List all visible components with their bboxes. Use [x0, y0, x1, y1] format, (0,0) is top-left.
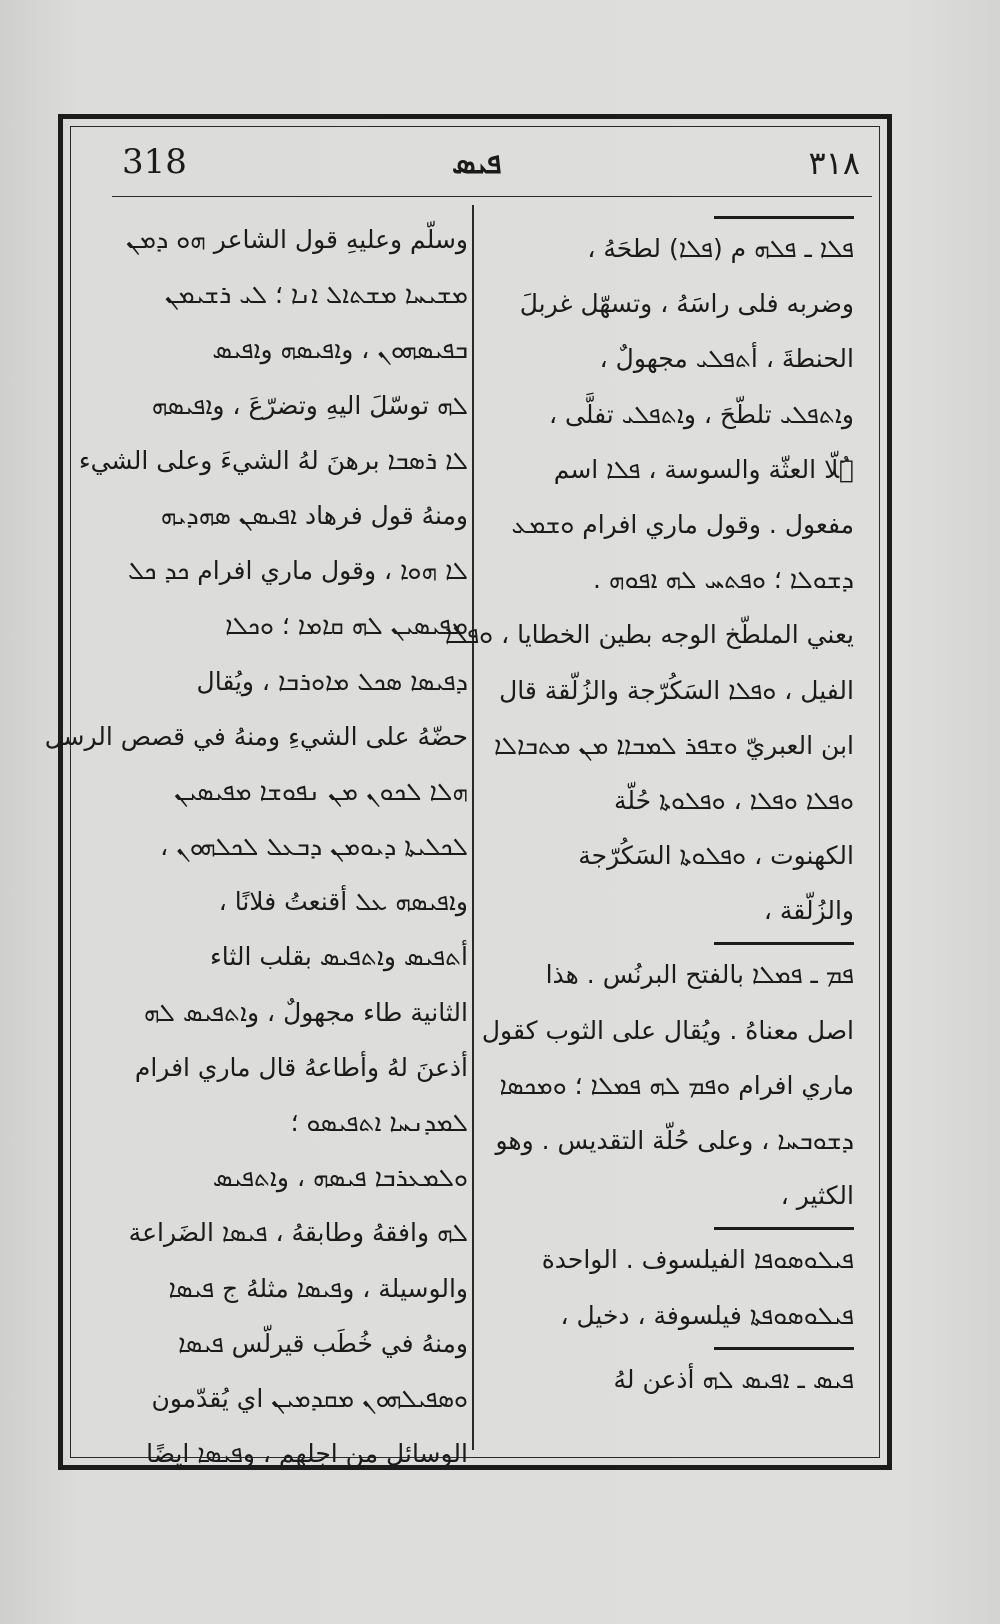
text-line: حضّهُ على الشيءِ ومنهُ في قصص الرسل [44, 721, 468, 751]
running-headword: ܦܝܣ [452, 146, 502, 181]
text-line: ܠܡܕܢܚܐ ܐܬܦܝܣܘ ؛ [290, 1108, 468, 1137]
text-line: ܠܐ ܗܘܐ ، وقول ماري افرام ܟܕ ܟܠ [128, 556, 468, 586]
text-line: والزُلّقة ، [763, 896, 854, 926]
text-line: الفيل ، ܘܦܠܐ السَكُرّجة والزُلّقة قال [499, 675, 854, 705]
text-line: ܘܦܠܐ ܘܦܠܐ ، ܘܦܠܘܬܐ حُلّة [613, 785, 854, 815]
text-line: وܐܦܝܣܗ ܥܠ أقنعتُ فلانًا ، [218, 887, 468, 917]
text-line: ܕܦܝܣܐ ܣܟܠ ܡܐܘܪܒܐ ، ويُقال [196, 666, 468, 696]
text-line: ومنهُ في خُطَب قيرلّس ܦܝܣܐ [178, 1328, 468, 1358]
text-line: ܦܠܐ ـ ܦܠܗ م (ܦܠܐ) لطحَهُ ، [587, 234, 854, 263]
text-line: والوسيلة ، وܦܝܣܐ مثلهُ ج ܦܝܣܐ [168, 1273, 468, 1303]
page-header [112, 134, 872, 197]
right-column [444, 212, 854, 1407]
column-divider [472, 205, 474, 1450]
text-line: ܕܫܘܠܐ ؛ ܘܦܬܚ ܠܗ ܐܦܘܗ . [593, 565, 854, 595]
text-line: ابن العبريّ ܘܫܦܪ ܠܡܒܐܐ ܡܢ ܡܬܒܐܠܐ [494, 730, 854, 760]
text-line: الكهنوت ، ܘܦܠܘܬܐ السَكُرّجة [578, 841, 854, 871]
text-line: مفعول . وقول ماري افرام ܘܫܡܥ [511, 509, 854, 539]
text-line: أܬܦܝܣ وܐܬܦܝܣ بقلب الثاء [209, 942, 468, 972]
text-line: ܠܐ ܪܣܒܐ برهنَ لهُ الشيءَ وعلى الشيء [78, 445, 468, 475]
text-line: ܗܠܐ ܠܟܘܢ ܡܢ ܢܦܘܫܐ ܡܦܝܣܝܢ [174, 776, 468, 806]
text-line: الكثير ، [780, 1181, 854, 1211]
entry-separator-rule [714, 942, 854, 945]
text-line: ܠܟܠܝܬܐ ܕܝܘܡܢ ܕܒܥܠ ܠܟܠܗܘܢ ، [160, 832, 468, 862]
text-line: اصل معناهُ . ويُقال على الثوب كقول [481, 1015, 854, 1045]
text-line: ܦܡ ـ ܦܡܠܐ بالفتح البرنُس . هذا [545, 960, 854, 990]
text-line: وسلّم وعليهِ قول الشاعر ܗܘ ܕܡܢ [126, 225, 468, 254]
text-line: ܒܦܝܣܗܘܢ ، وܐܦܝܣܗ وܐܦܝܣ [212, 335, 468, 365]
text-line: ماري افرام ܘܦܡ ܠܗ ܦܡܠܐ ؛ ܘܡܟܣܐ [499, 1070, 854, 1100]
text-line: ܠܗ توسّلَ اليهِ وتضرّعَ ، وܐܦܝܣܗ [151, 390, 468, 420]
text-line: ܡܫܝܚܐ ܡܫܬܐܠ ܐܢܐ ؛ ܠܝ ܪܫܝܡܢ [164, 280, 468, 310]
entry-separator-rule [714, 216, 854, 219]
text-line: الثانية طاء مجهولٌ ، وܐܬܦܝܣ ܠܗ [143, 997, 468, 1027]
text-line: ومنهُ قول فرهاد ܐܦܝܣܢ ܣܗܕܝܗ [160, 500, 468, 530]
page-number-arabic: ٣١٨ [808, 144, 860, 182]
text-line: ܘܠܡܥܪܒܐ ܦܝܣܗ ، وܐܬܦܝܣ [212, 1163, 468, 1193]
text-line: ܘܣܦܝܠܗܘܢ ܡܩܕܡܝܢ اي يُقدّمون [151, 1383, 468, 1413]
text-line: وܐܬܦܠܝ تلطّحَ ، وܐܬܦܠܝ تفلَّى ، [548, 399, 854, 429]
text-line: ܦُلّا العثّة والسوسة ، ܦܠܐ اسم [553, 454, 854, 484]
text-line: الوسائل من اجلهم ، وܦܝܣܐ ايضًا [146, 1439, 468, 1469]
text-line: ܦܝܠܘܣܘܦܐ الفيلسوف . الواحدة [541, 1245, 854, 1275]
text-line: ܦܝܣ ـ ܐܦܝܣ ܠܗ أذعن لهُ [613, 1364, 854, 1394]
text-line: ܦܝܠܘܣܘܦܬܐ فيلسوفة ، دخيل ، [560, 1300, 854, 1330]
text-line: الحنطةَ ، أܬܦܠܝ مجهولٌ ، [599, 344, 854, 374]
left-column [44, 212, 468, 1481]
entry-separator-rule [714, 1227, 854, 1230]
text-line: وضربه فلى راسَهُ ، وتسهّل غربلَ [519, 289, 854, 319]
text-line: ܠܗ وافقهُ وطابقهُ ، ܦܝܣܐ الضَراعة [128, 1218, 468, 1248]
entry-separator-rule [714, 1347, 854, 1350]
page-number-latin: 318 [122, 142, 187, 182]
text-line: ܕܫܘܒܚܐ ، وعلى حُلّة التقديس . وهو [495, 1126, 854, 1155]
text-line: يعني الملطّخ الوجه بطين الخطايا ، ܘܦܠܐ [444, 620, 854, 650]
text-line: ܡܦܝܣܝܢ ܠܗ ܩܐܡܐ ؛ ܘܟܠܐ [225, 611, 468, 641]
text-line: أذعنَ لهُ وأطاعهُ قال ماري افرام [134, 1052, 468, 1082]
